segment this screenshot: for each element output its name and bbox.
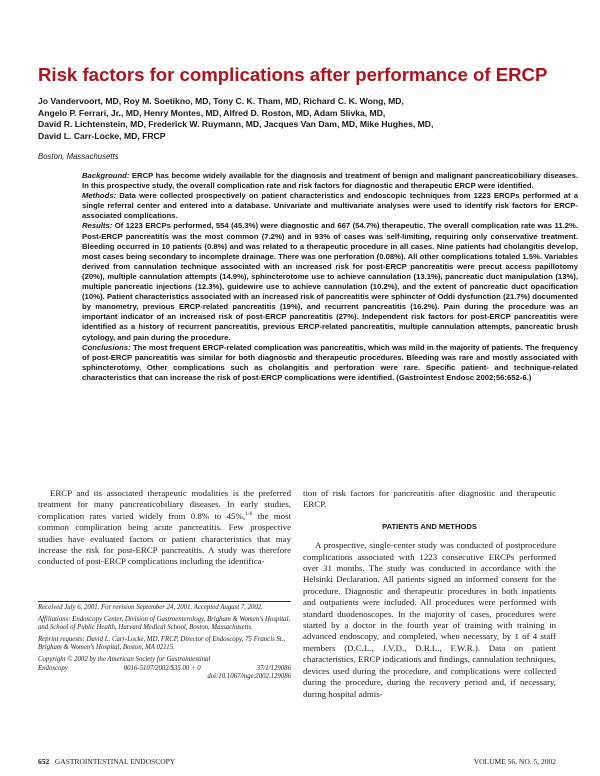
methods-paragraph: A prospective, single-center study was conducted of postprocedure complications associated with 1223 consecutive ERCPs performed over 31 months. The study was conducted in accordance with the Helsinki Declaration. All patients signed an informed consent for the procedure. Diagnostic and therapeutic procedures in both inpatients and outpatients were included. All procedures were performed with standard duodenoscopes. In the majority of cases, procedures were started by a doctor in the fourth year of training with training in advanced endoscopy, and completed, when necessary, by 1 of 4 staff members (D.C.L., J.V.D., D.R.L., F.W.R.). Data on patient characteristics, ERCP indications and findings, cannulation techniques, devices used during the procedure, and complications were collected during the procedure, during the recovery period and, if necessary, during hospital admis-	[303, 540, 556, 699]
abstract-background	[82, 171, 578, 191]
author-list	[38, 96, 578, 142]
abstract-text: ERCP has become widely available for the diagnosis and treatment of benign and malignant pancreaticobiliary diseases. In this prospective study, the overall complication rate and risk factors for diagnostic and therapeutic ERCP were identified.	[82, 171, 578, 191]
reprint-requests: Reprint requests: David L. Carr-Locke, MD, FRCP, Director of Endoscopy, 75 Francis St., Brigham & Women's Hospital, Boston, MA 02115.	[38, 635, 286, 652]
abstract-label: Methods:	[82, 191, 117, 201]
volume-info: VOLUME 56, NO. 5, 2002	[473, 757, 556, 766]
author-location: Boston, Massachusetts	[38, 152, 119, 161]
section-heading: PATIENTS AND METHODS	[382, 521, 477, 531]
abstract-label: Background:	[82, 171, 130, 180]
article-id: 37/1/129086	[256, 664, 291, 672]
author-line: David L. Carr-Locke, MD, FRCP	[38, 130, 166, 141]
doi: doi:10.1067/mge.2002.129086	[207, 673, 291, 681]
abstract-text: The most frequent ERCP-related complication was pancreatitis, which was mild in the majority of patients. The frequency of post-ERCP pancreatitis was similar for both diagnostic and therapeutic procedures. Bleeding was rare and mostly associated with sphincterotomy. Other complications such as cholangitis and perforation were rare. Specific patient- and technique-related characteristics that can increase the risk of post-ERCP complications were identified. (Gastrointest Endosc 2002;56:652-6.)	[82, 342, 578, 382]
footer-left	[38, 757, 175, 766]
article-title: Risk factors for complications after performance of ERCP	[38, 64, 548, 85]
footnote-divider	[38, 601, 291, 602]
citation-superscript: 1-6	[245, 510, 253, 517]
page-number: 652	[38, 757, 50, 766]
abstract	[82, 171, 578, 383]
abstract-label: Results:	[82, 221, 113, 231]
right-column	[303, 488, 556, 700]
abstract-text: Data were collected prospectively on patient characteristics and endoscopic techniques from 1223 ERCPs performed at a single referral center and entered into a database. Univariate and multivariate analyses were used to identify risk factors for ERCP-associated complications.	[82, 191, 578, 221]
author-line: David R. Lichtenstein, MD, Frederick W. Ruymann, MD, Jacques Van Dam, MD, Mike Hughes, MD,	[38, 119, 434, 130]
footnotes	[38, 604, 291, 682]
journal-name: Endoscopy	[38, 664, 68, 672]
left-column	[38, 488, 291, 568]
price-code: 0016-5107/2002/$35.00 + 0	[123, 664, 201, 672]
page-footer	[38, 757, 556, 766]
author-line: Angelo P. Ferrari, Jr., MD, Henry Montes, MD, Alfred D. Roston, MD, Adam Slivka, MD,	[38, 107, 386, 118]
copyright-codes-row	[38, 665, 291, 674]
abstract-text: Of 1223 ERCPs performed, 554 (45.3%) were diagnostic and 667 (54.7%) therapeutic. The overall complication rate was 11.2%. Post-ERCP pancreatitis was the most common (7.2%) and in 93% of cases was self-limiting, requiring only conservative treatment. Bleeding occurred in 10 patients (0.8%) and was related to a therapeutic procedure in all cases. Nine patients had cholangitis develop, most cases being secondary to incomplete drainage. There was one perforation (0.08%). All other complications totaled 1.5%. Variables derived from cannulation technique associated with an increased risk for post-ERCP pancreatitis were precut access papillotomy (20%), multiple cannulation attempts (14.9%), sphincterotome use to achieve cannulation (13.1%), pancreatic duct manipulation (13%), multiple pancreatic injections (12.3%), guidewire use to achieve cannulation (10.2%), and the extent of pancreatic duct opacification (10%). Patient characteristics associated with an increased risk of pancreatitis were sphincter of Oddi dysfunction (21.7%) documented by manometry, previous ERCP-related pancreatitis (19%), and recurrent pancreatitis (16.2%). Pain during the procedure was an important indicator of an increased risk of post-ERCP pancreatitis (27%). Independent risk factors for post-ERCP pancreatitis were identified as a history of recurrent pancreatitis, previous ERCP-related pancreatitis, multiple cannulation attempts, pancreatic brush cytology, and pain during the procedure.	[82, 221, 578, 342]
received-dates: Received July 6, 2001. For revision September 24, 2001. Accepted August 7, 2002.	[38, 604, 263, 611]
intro-paragraph	[38, 488, 291, 568]
intro-text: the most common complication being acute pancreatitis. Few prospective studies have evaluated factors or patient characteristics that may increase the risk for post-ERCP pancreatitis. A study was therefore conducted of post-ERCP complications including the identifica-	[38, 510, 291, 567]
author-line: Jo Vandervoort, MD, Roy M. Soetikno, MD, Tony C. K. Tham, MD, Richard C. K. Wong, MD,	[38, 96, 404, 106]
copyright-block	[38, 656, 291, 682]
abstract-label: Conclusions:	[82, 342, 131, 352]
abstract-conclusions	[82, 343, 578, 383]
affiliations: Affiliations: Endoscopy Center, Division of Gastroenterology, Brigham & Women's Hospital, and School of Public Health, Harvard Medical School, Boston, Massachusetts.	[38, 615, 291, 632]
abstract-results	[82, 221, 578, 342]
copyright-line: Copyright © 2002 by the American Society for Gastrointestinal	[38, 655, 211, 663]
journal-title: GASTROINTESTINAL ENDOSCOPY	[54, 757, 176, 766]
abstract-methods	[82, 191, 578, 221]
intro-text: ERCP and its associated therapeutic modalities is the preferred treatment for many pancreaticobiliary diseases. In early studies, complication rates varied widely from 0.8% to 45%,	[38, 488, 291, 521]
intro-continuation: tion of risk factors for pancreatitis after diagnostic and therapeutic ERCP.	[303, 488, 556, 510]
